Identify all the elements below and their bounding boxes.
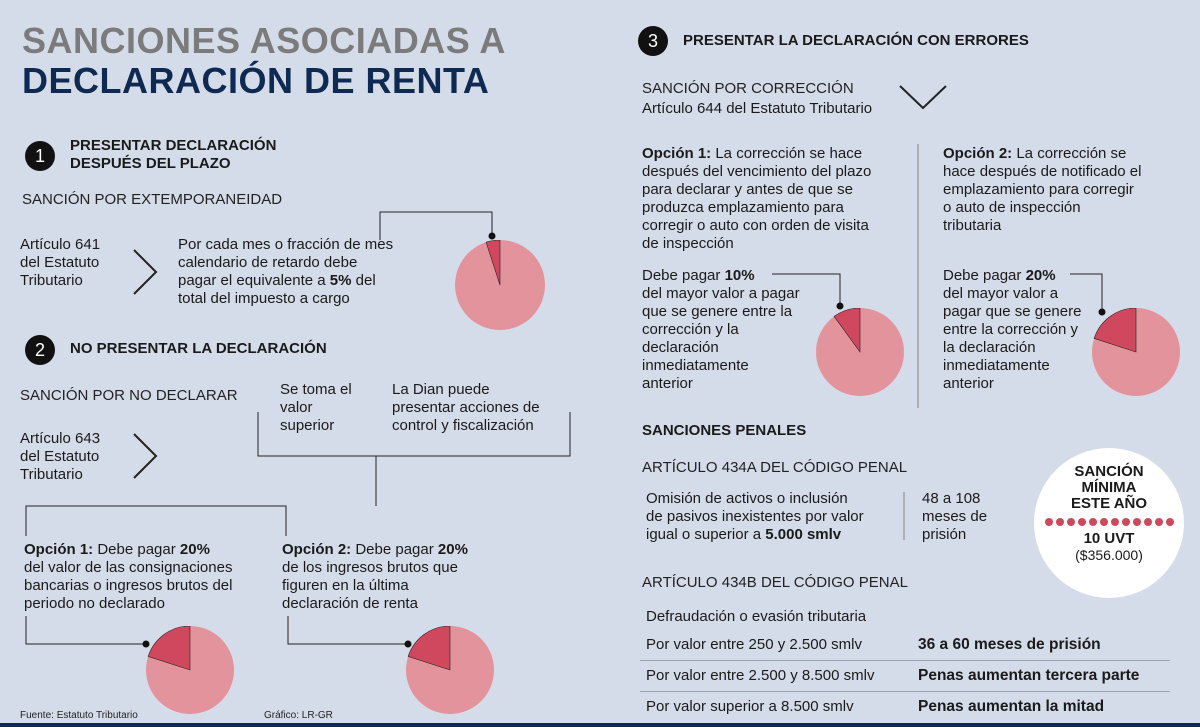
section-2-option-2-line-2: de los ingresos brutos que xyxy=(282,559,458,576)
table-row-value: 36 a 60 meses de prisión xyxy=(918,636,1101,653)
section-2-option-1-line-3: bancarias o ingresos brutos del xyxy=(24,577,233,594)
section-2-note-1-line-1: Se toma el xyxy=(280,381,352,398)
section-2-option-1-line-1 xyxy=(24,541,274,559)
section-3-option-2-line-2: hace después de notificado el xyxy=(943,163,1142,180)
section-3-option-2-pay-line-1 xyxy=(943,267,1103,285)
section-2-option-2-line-1 xyxy=(282,541,522,559)
section-2-sancion: SANCIÓN POR NO DECLARAR xyxy=(20,387,238,404)
section-2-option-1-pie-chart xyxy=(146,626,234,714)
article-434a-line-1: Omisión de activos o inclusión xyxy=(646,490,848,507)
table-row xyxy=(640,630,1170,660)
section-2-article-line-1: Artículo 643 xyxy=(20,430,101,447)
article-434a-line-2: de pasivos inexistentes por valor xyxy=(646,508,864,525)
section-3-option-1-pay-line-4: corrección y la xyxy=(642,321,739,338)
section-3-option-2-line-1 xyxy=(943,145,1183,163)
section-3-option-2-line-4: o auto de inspección xyxy=(943,199,1081,216)
section-3-option-1-pay-line-7: anterior xyxy=(642,375,693,392)
section-1-description xyxy=(178,236,393,308)
section-3-option-2-line-3: emplazamiento para corregir xyxy=(943,181,1134,198)
section-3-option-1-line-1 xyxy=(642,145,912,163)
section-3-option-1-line-6: de inspección xyxy=(642,235,734,252)
section-3-option-1-line-2: después del vencimiento del plazo xyxy=(642,163,872,180)
section-3-option-1 xyxy=(642,145,912,253)
section-2-option-2 xyxy=(282,541,522,613)
table-row-label: Por valor entre 250 y 2.500 smlv xyxy=(646,636,862,653)
section-2-note-2-line-2: presentar acciones de xyxy=(392,399,540,416)
table-row xyxy=(640,691,1170,722)
section-3-option-1-line-4: produzca emplazamiento para xyxy=(642,199,844,216)
section-3-option-1-pay-line-1 xyxy=(642,267,822,285)
badge-value: 10 UVT xyxy=(1083,530,1135,547)
section-1-sancion: SANCIÓN POR EXTEMPORANEIDAD xyxy=(22,191,283,208)
title-line-1: SANCIONES ASOCIADAS A xyxy=(22,20,506,61)
section-2-option-1 xyxy=(24,541,274,613)
table-row-label: Por valor superior a 8.500 smlv xyxy=(646,698,854,715)
section-3-title: PRESENTAR LA DECLARACIÓN CON ERRORES xyxy=(683,32,1029,49)
section-3-option-1-pay-line-5: declaración xyxy=(642,339,719,356)
article-434a-line-3-pre: igual o superior a xyxy=(646,526,766,543)
section-2-option-2-percent: 20% xyxy=(437,541,468,558)
section-3-option-1-line-5: corregir o auto con orden de visita xyxy=(642,217,869,234)
badge-line-1: SANCIÓN xyxy=(1074,463,1144,480)
section-2-title: NO PRESENTAR LA DECLARACIÓN xyxy=(70,340,327,357)
article-434a: ARTÍCULO 434A DEL CÓDIGO PENAL xyxy=(642,459,908,476)
section-2-option-2-line-1-post: Debe pagar xyxy=(351,541,438,558)
section-1-title-line-1: PRESENTAR DECLARACIÓN xyxy=(70,137,277,154)
badge-line-3: ESTE AÑO xyxy=(1070,495,1148,512)
section-1-title-line-2: DESPUÉS DEL PLAZO xyxy=(70,155,231,172)
section-2-article-line-2: del Estatuto xyxy=(20,448,100,465)
badge-line-2: MÍNIMA xyxy=(1081,479,1137,496)
section-3-option-1-pay-line-6: inmediatamente xyxy=(642,357,749,374)
bottom-bar xyxy=(0,723,1200,727)
table-row-value: Penas aumentan la mitad xyxy=(918,698,1105,715)
section-3-option-1-percent: 10% xyxy=(724,267,755,284)
section-2-option-1-line-1-post: Debe pagar xyxy=(93,541,180,558)
section-1-article-line-3: Tributario xyxy=(20,272,83,289)
section-1-desc-line-4: total del impuesto a cargo xyxy=(178,290,350,307)
section-2-option-1-percent: 20% xyxy=(179,541,210,558)
penalty-table xyxy=(640,630,1170,722)
section-1-article xyxy=(20,236,100,290)
penales-title: SANCIONES PENALES xyxy=(642,422,807,439)
section-3-option-1-pie-chart xyxy=(816,308,904,396)
section-1-percent: 5% xyxy=(329,272,352,289)
section-1-number: 1 xyxy=(25,141,55,171)
section-2-note-1-line-2: valor xyxy=(280,399,313,416)
section-2-note-1-line-3: superior xyxy=(280,417,335,434)
section-3-option-1-pay-line-2: del mayor valor a pagar xyxy=(642,285,800,302)
section-3-option-1-pay-pre: Debe pagar xyxy=(642,267,725,284)
table-row-label: Por valor entre 2.500 y 8.500 smlv xyxy=(646,667,875,684)
section-3-option-2-line-5: tributaria xyxy=(943,217,1002,234)
section-2-note-2 xyxy=(392,381,540,435)
section-1-desc-line-3-post: del xyxy=(351,272,376,289)
section-1-desc-line-2: calendario de retardo debe xyxy=(178,254,358,271)
title-line-2: DECLARACIÓN DE RENTA xyxy=(22,60,490,101)
section-3-option-2-pay-pre: Debe pagar xyxy=(943,267,1026,284)
section-3-option-1-line-1-post: La corrección se hace xyxy=(711,145,863,162)
article-434a-description xyxy=(646,490,864,544)
article-434a-penalty xyxy=(922,490,987,544)
section-3-option-2-pay-line-6: inmediatamente xyxy=(943,357,1050,374)
section-3-article: Artículo 644 del Estatuto Tributario xyxy=(642,100,873,117)
section-2-option-2-label: Opción 2: xyxy=(282,541,352,558)
section-3-option-2-pie-chart xyxy=(1092,308,1180,396)
section-3-option-2-pay-line-3: pagar que se genere xyxy=(943,303,1082,320)
footer-credit: Gráfico: LR-GR xyxy=(264,710,333,721)
section-2-note-2-line-1: La Dian puede xyxy=(392,381,490,398)
section-2-option-1-line-4: periodo no declarado xyxy=(24,595,165,612)
article-434a-line-3 xyxy=(646,526,864,544)
chevron-right-icon xyxy=(130,432,160,480)
section-3-option-2-payment xyxy=(943,267,1103,393)
section-2-article xyxy=(20,430,100,484)
article-434b-intro: Defraudación o evasión tributaria xyxy=(646,608,867,625)
chevron-down-icon xyxy=(898,84,948,110)
section-1-desc-line-3-pre: pagar el equivalente a xyxy=(178,272,330,289)
section-3-number: 3 xyxy=(638,26,668,56)
section-1-pie-chart xyxy=(455,240,545,330)
section-1-title xyxy=(70,137,276,173)
minimum-sanction-badge xyxy=(1034,448,1184,598)
table-row xyxy=(640,660,1170,691)
section-3-option-2-pay-line-7: anterior xyxy=(943,375,994,392)
section-3-option-2-pay-line-4: entre la corrección y xyxy=(943,321,1079,338)
section-3-sancion: SANCIÓN POR CORRECCIÓN xyxy=(642,80,854,97)
section-3-option-2 xyxy=(943,145,1183,235)
section-2-note-1 xyxy=(280,381,352,435)
section-3-option-2-line-1-post: La corrección se xyxy=(1012,145,1127,162)
article-434a-penalty-line-2: meses de xyxy=(922,508,988,525)
section-3-option-1-label: Opción 1: xyxy=(642,145,712,162)
section-3-option-2-percent: 20% xyxy=(1025,267,1056,284)
section-3-option-2-pay-line-2: del mayor valor a xyxy=(943,285,1059,302)
section-3-option-1-payment xyxy=(642,267,822,393)
section-2-option-1-line-2: del valor de las consignaciones xyxy=(24,559,233,576)
section-1-article-line-2: del Estatuto xyxy=(20,254,100,271)
section-2-option-2-pie-chart xyxy=(406,626,494,714)
article-434a-penalty-line-1: 48 a 108 xyxy=(922,490,981,507)
section-2-article-line-3: Tributario xyxy=(20,466,83,483)
article-434a-penalty-line-3: prisión xyxy=(922,526,967,543)
section-3-option-1-pay-line-3: que se genere entre la xyxy=(642,303,793,320)
section-2-number: 2 xyxy=(25,335,55,365)
badge-subvalue: ($356.000) xyxy=(1075,547,1143,563)
section-3-option-2-pay-line-5: la declaración xyxy=(943,339,1036,356)
section-2-option-2-line-4: declaración de renta xyxy=(282,595,418,612)
table-row-value: Penas aumentan tercera parte xyxy=(918,667,1140,684)
section-2-option-1-label: Opción 1: xyxy=(24,541,94,558)
section-3-option-2-label: Opción 2: xyxy=(943,145,1013,162)
chevron-right-icon xyxy=(130,248,160,296)
article-434a-threshold: 5.000 smlv xyxy=(765,526,842,543)
section-2-note-2-line-3: control y fiscalización xyxy=(392,417,534,434)
article-434b: ARTÍCULO 434B DEL CÓDIGO PENAL xyxy=(642,574,908,591)
section-1-desc-line-3 xyxy=(178,272,393,290)
section-1-article-line-1: Artículo 641 xyxy=(20,236,101,253)
footer-source: Fuente: Estatuto Tributario xyxy=(20,710,138,721)
section-2-option-2-line-3: figuren en la última xyxy=(282,577,409,594)
section-3-option-1-line-3: para declarar y antes de que se xyxy=(642,181,853,198)
badge-dots xyxy=(1034,518,1184,526)
section-1-desc-line-1: Por cada mes o fracción de mes xyxy=(178,236,394,253)
